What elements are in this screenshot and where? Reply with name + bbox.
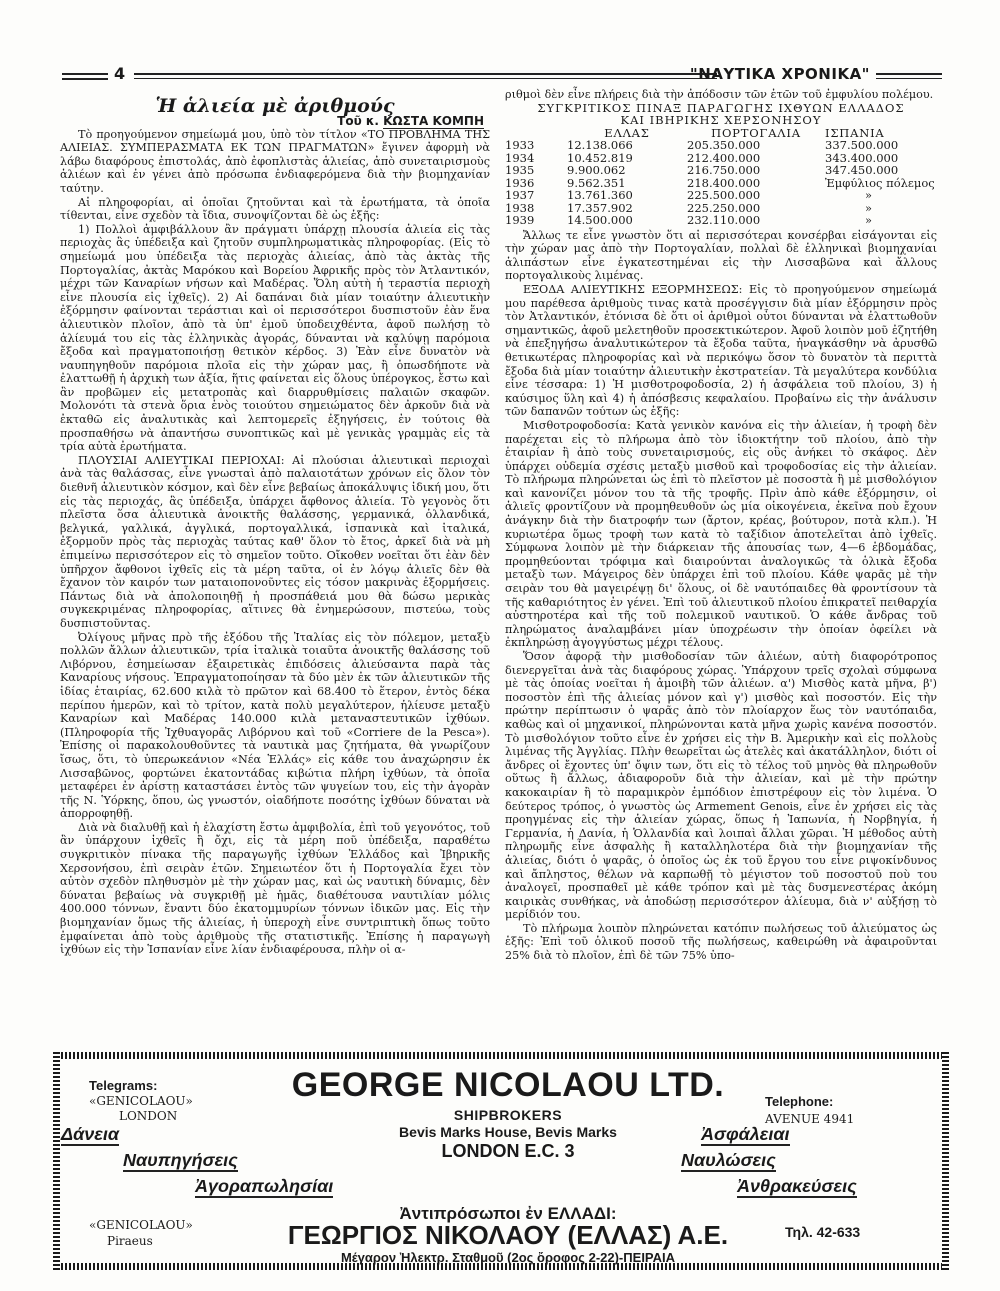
greece-cell: 17.357.902 xyxy=(567,200,633,215)
ad-border xyxy=(942,1052,949,1270)
paragraph: ριθμοὶ δὲν εἶνε πλήρεις διὰ τὴν ἀπόδοσιν τῶν ἐτῶν τοῦ ἐμφυλίου πολέμου. xyxy=(505,88,934,101)
service-coaling: Ἀνθρακεύσεις xyxy=(737,1176,857,1196)
greek-phone: Τηλ. 42-633 xyxy=(785,1224,861,1240)
header-rule xyxy=(62,73,108,75)
piraeus-city: Piraeus xyxy=(107,1234,153,1248)
year-cell: 1934 xyxy=(505,150,535,165)
spain-cell: Ἐμφύλιος πόλεμος xyxy=(825,175,935,190)
ad-border xyxy=(53,1052,60,1270)
table-row xyxy=(505,139,937,152)
greece-cell: 10.452.819 xyxy=(567,150,633,165)
table-row xyxy=(505,214,937,227)
service-insurance: Ἀσφάλειαι xyxy=(701,1124,790,1144)
paragraph: ΕΞΟΔΑ ΑΛΙΕΥΤΙΚΗΣ ΕΞΟΡΜΗΣΕΩΣ: Εἰς τὸ προηγούμενον σημείωμά μου παρέθεσα ἀριθμοὺς τινας κατὰ προσέγγισιν διὰ μίαν ἐξόρμησιν πρὸς τὸν Ἀτλαντικόν, ἐτόνισα δὲ ὅτι οἱ ἀριθμοὶ οὗτοι δύνανται νὰ ἐλαττωθοῦν σημαντικῶς, ἀφοῦ μελετηθοῦν προσεκτικώτερον. Ἀφοῦ λοιπὸν μοῦ ἐζητήθη νὰ ἐπεξηγήσω ἀναλυτικώτερον τὰ ἔξοδα ταῦτα, ἠναγκάσθην νὰ ἀρυσθῶ θετικωτέρας πληροφορίας καὶ νὰ περικόψω ὅσον τὸ δυνατὸν τὰ περιττὰ ἔξοδα διὰ μίαν τοιαύτην ἁλιευτικὴν ἐκστρατείαν. Τὰ μεγαλύτερα κονδύλια εἶνε τέσσαρα: 1) Ἡ μισθοτροφοδοσία, 2) ἡ ἀσφάλεια τοῦ πλοίου, 3) ἡ καύσιμος ὕλη καὶ 4) ἡ ἀπόσβεσις κεφαλαίου. Προβαίνω εἰς τὴν ἀνάλυσιν τῶν δαπανῶν τούτων ὡς ἑξῆς: xyxy=(505,282,937,419)
year-cell: 1936 xyxy=(505,175,535,190)
right-column xyxy=(505,88,937,963)
greece-cell: 14.500.000 xyxy=(567,213,633,228)
header-rule xyxy=(876,78,942,79)
paragraph: Ἄλλως τε εἶνε γνωστὸν ὅτι αἱ περισσότεραι κονσέρβαι εἰσάγονται εἰς τὴν χώραν μας ἀπὸ τὴν Πορτογαλίαν, πολλαὶ δὲ ἑλληνικαὶ βιομηχανίαι ἁλιπάστων εἶνε ἐγκατεστημέναι εἰς τὴν Λισσαβῶνα καὶ ἄλλους πορτογαλικοὺς λιμένας. xyxy=(505,228,937,283)
portugal-cell: 205.350.000 xyxy=(687,138,761,153)
paragraph: Αἱ πληροφορίαι, αἱ ὁποῖαι ζητοῦνται καὶ τὰ ἐρωτήματα, τὰ ὁποῖα τίθενται, εἶνε σχεδὸν τὰ ἴδια, συνοψίζονται δὲ ὡς ἑξῆς: xyxy=(60,195,490,223)
spain-cell: 337.500.000 xyxy=(825,138,899,153)
article-title: Ἡ ἁλιεία μὲ ἀριθμούς xyxy=(155,95,395,117)
portugal-cell: 218.400.000 xyxy=(687,175,761,190)
paragraph: Τὸ προηγούμενον σημείωμά μου, ὑπὸ τὸν τίτλον «ΤΟ ΠΡΟΒΛΗΜΑ ΤΗΣ ΑΛΙΕΙΑΣ. ΣΥΜΠΕΡΑΣΜΑΤΑ ΕΚ ΤΩΝ ΠΡΑΓΜΑΤΩΝ» ἔγινεν ἀφορμὴ νὰ λάβω διαφόρους ἐπιστολάς, ἀπὸ ἐφοπλιστὰς ἁλιείας, ἀπὸ συνεταιρισμοὺς ἁλιέων καὶ ἐν γένει ἀπὸ πρόσωπα ἐνδιαφερόμενα διὰ τὴν βιομηχανίαν ταύτην. xyxy=(60,127,490,195)
portugal-cell: 225.250.000 xyxy=(687,200,761,215)
spain-cell: » xyxy=(865,213,873,228)
portugal-cell: 232.110.000 xyxy=(687,213,761,228)
telegrams-label: Telegrams: xyxy=(89,1078,158,1093)
telegrams-city: LONDON xyxy=(119,1109,178,1123)
portugal-cell: 212.400.000 xyxy=(687,150,761,165)
year-cell: 1938 xyxy=(505,200,535,215)
greece-cell: 9.562.351 xyxy=(567,175,626,190)
year-cell: 1937 xyxy=(505,188,535,203)
left-column xyxy=(60,95,490,957)
year-cell: 1933 xyxy=(505,138,535,153)
service-shipbuilding: Ναυπηγήσεις xyxy=(123,1150,238,1170)
company-city: LONDON E.C. 3 xyxy=(441,1141,575,1161)
header-rule xyxy=(62,78,108,80)
column-header: ΕΛΛΑΣ xyxy=(604,125,650,140)
table-row xyxy=(505,189,937,202)
paragraph: Ὀλίγους μῆνας πρὸ τῆς ἐξόδου τῆς Ἰταλίας εἰς τὸν πόλεμον, μεταξὺ πολλῶν ἄλλων ἁλιευτικῶν, τρία ἰταλικὰ τοιαῦτα ἀνοικτῆς θαλάσσης τοῦ Λιβόρνου, ἐσημείωσαν ἐξαιρετικὰς ἐπιδόσεις ἁλιεύσαντα παρὰ τὰς Καναρίους νήσους. Ἐπραγματοποίησαν τὰ δύο μὲν ἐκ τῶν ἁλιευτικῶν τῆς ἰδίας ἑταιρίας, 62.600 κιλὰ τὸ πρῶτον καὶ 68.400 τὸ ἕτερον, ἐντὸς δέκα περίπου ἡμερῶν, καὶ τὸ τρίτον, κατὰ πολὺ μεγαλύτερον, ἡλίευσε μεταξὺ Καναρίων καὶ Μαδέρας 140.000 κιλὰ μεταναστευτικῶν ἰχθύων. (Πληροφορία τῆς Ἰχθυαγορᾶς Λιβόρνου καὶ τοῦ «Corriere de la Pesca»). Ἐπίσης οἱ παρακολουθοῦντες τὰ ναυτικὰ μας ζητήματα, θὰ γνωρίζουν ἴσως, ὅτι, τὸ ὑπερωκεάνιον «Νέα Ἑλλάς» εἰς κάθε του ἀναχώρησιν ἐκ Λισσαβῶνος, φορτώνει ἑκατοντάδας κιβώτια πλήρη ἰχθύων, τὰ ὁποῖα μεταφέρει ἐν ἀρίστῃ καταστάσει ἐντὸς τῶν ψυγείων του, εἰς τὴν ἀγορὰν τῆς Ν. Ὑόρκης, ὅπου, ὡς γνωστόν, οἰαδήποτε ποσότης ἰχθύων δύναται νὰ ἀπορροφηθῇ. xyxy=(60,630,490,821)
telegrams-code: «GENICOLAOU» xyxy=(89,1094,193,1108)
portugal-cell: 216.750.000 xyxy=(687,163,761,178)
telephone-label: Telephone: xyxy=(765,1094,834,1109)
year-cell: 1939 xyxy=(505,213,535,228)
paragraph: ΠΛΟΥΣΙΑΙ ΑΛΙΕΥΤΙΚΑΙ ΠΕΡΙΟΧΑΙ: Αἱ πλούσιαι ἁλιευτικαὶ περιοχαὶ ἀνὰ τὰς θαλάσσας, εἶνε γνωσταὶ ἀπὸ παλαιοτάτων χρόνων εἰς ὅλον τὸν διεθνῆ ἁλιευτικὸν κόσμον, καὶ δὲν εἶνε βεβαίως ἀποκάλυψις ἰδική μου, ὅτι εἰς τὰς περιοχάς, ἃς ὑπέδειξα, ὑπάρχει ἄφθονος ἁλιεία. Τὸ γεγονὸς ὅτι πλεῖστα ὅσα ἁλιευτικὰ ἀνοικτῆς θαλάσσης, γερμανικά, ὁλλανδικά, βελγικά, γαλλικά, ἀγγλικά, πορτογαλλικά, ἱσπανικὰ καὶ ἰταλικά, ἐξορμοῦν πρὸς τὰς περιοχὰς ταύτας καθ' ὅλον τὸ ἔτος, ἀρκεῖ διὰ νὰ μὴ ἐπιμείνω περισσότερον εἰς τὸ σημεῖον τοῦτο. Οἴκοθεν νοεῖται ὅτι ἐὰν δὲν ὑπῆρχον ἄφθονοι ἰχθεῖς εἰς τὰ μέρη ταῦτα, οἱ ἐν λόγῳ ἁλιεῖς δὲν θὰ ἔχανον τὸν καιρόν των ματαιοπονοῦντες εἰς τόσον μακρινὰς ἐξορμήσεις. Πάντως διὰ νὰ ἀπολοποιηθῇ ἡ προσπάθειά μου θὰ δώσω μερικὰς συγκεκριμένας πληροφορίας, αἵτινες θὰ ἐνημερώσουν, πιστεύω, τοὺς δυσπιστοῦντας. xyxy=(60,453,490,630)
portugal-cell: 225.500.000 xyxy=(687,188,761,203)
table-row xyxy=(505,164,937,177)
header-rule xyxy=(876,73,942,75)
header-rule xyxy=(134,73,717,75)
greek-company-name: ΓΕΩΡΓΙΟΣ ΝΙΚΟΛΑΟΥ (ΕΛΛΑΣ) Α.Ε. xyxy=(287,1220,729,1250)
spain-cell: » xyxy=(865,188,873,203)
table-title: ΚΑΙ ΙΒΗΡΙΚΗΣ ΧΕΡΣΟΝΗΣΟΥ xyxy=(620,112,822,127)
paragraph: 1) Πολλοὶ ἀμφιβάλλουν ἂν πράγματι ὑπάρχῃ πλουσία ἁλιεία εἰς τὰς περιοχὰς ἃς ὑπέδειξα καὶ ζητοῦν συμπληρωματικὰς πληροφορίας. (Εἰς τὸ σημείωμά μου ὑπέδειξα τὰς περιοχὰς ἁλιείας, ἀπὸ τὰς ἀκτὰς τῆς Πορτογαλίας, ἀκτὰς Μαρόκου καὶ Βορείου Ἀφρικῆς πρὸς τὸν Ἀτλαντικόν, μέχρι τῶν Καναρίων νήσων καὶ Μαδέρας. Ὅλη αὐτὴ ἡ τεραστία περιοχὴ εἶνε πλουσία εἰς ἰχθεῖς). 2) Αἱ δαπάναι διὰ μίαν τοιαύτην ἁλιευτικὴν ἐξόρμησιν φαίνονται τεράστιαι καὶ οἱ περισσότεροι δυσπιστοῦν ἐὰν ἕνα ἁλιευτικὸν πλοῖον, ἀπὸ τὰ ὑπ' ἐμοῦ ὑποδειχθέντα, ἀφοῦ πωλήσῃ τὸ ἁλίευμά του εἰς τὰς ἑλληνικὰς ἀγοράς, δύνανται νὰ καλύψῃ παρόμοια ἔξοδα καὶ πραγματοποιήσῃ θετικὸν κέρδος. 3) Ἐὰν εἶνε δυνατὸν νὰ ναυπηγηθοῦν παρόμοια πλοῖα εἰς τὴν χώραν μας, ἢ ὁπωσδήποτε νὰ ἐλαττωθῇ ἡ ἀρχικὴ των ἀξία, ἥτις φαίνεται εἰς ὅλους ὑπέρογκος, ἔστω καὶ ἂν προβῶμεν εἰς μετατροπὰς καὶ διαρρυθμίσεις παλαιῶν σκαφῶν. Μολονότι τὰ στενὰ ὅρια ἑνὸς τοιούτου σημειώματος δὲν ἀρκοῦν διὰ νὰ ἐκταθῶ εἰς ἀναλυτικὰς καὶ λεπτομερεῖς ἐξηγήσεις, ἐν τούτοις θὰ προσπαθήσω νὰ ἀπαντήσω συνοπτικῶς καὶ μὲ γενικὰς γραμμὰς εἰς τὰ τρία αὐτὰ ἐρωτήματα. xyxy=(60,222,490,454)
header-rule xyxy=(134,78,717,79)
page-number: 4 xyxy=(114,64,126,83)
company-role: SHIPBROKERS xyxy=(453,1107,563,1123)
greek-company-address: Μέγαρον Ἠλεκτρ. Σταθμοῦ (2ος ὄροφος 2-22)-ΠΕΙΡΑΙΑ xyxy=(340,1250,676,1265)
company-name: GEORGE NICOLAOU LTD. xyxy=(291,1066,725,1104)
shipbroker-advertisement xyxy=(53,1052,949,1270)
year-cell: 1935 xyxy=(505,163,535,178)
piraeus-code: «GENICOLAOU» xyxy=(89,1218,193,1232)
paragraph: Τὸ πλήρωμα λοιπὸν πληρώνεται κατόπιν πωλήσεως τοῦ ἁλιεύματος ὡς ἑξῆς: Ἐπὶ τοῦ ὁλικοῦ ποσοῦ τῆς πωλήσεως, καθειρώθη νὰ ἀφαιροῦνται 25% διὰ τὸ πλοῖον, ἐπὶ δὲ τῶν 75% ὑπο- xyxy=(505,921,937,963)
spain-cell: » xyxy=(865,200,873,215)
greece-cell: 12.138.066 xyxy=(567,138,633,153)
greece-cell: 13.761.360 xyxy=(567,188,633,203)
service-loans: Δάνεια xyxy=(61,1124,120,1144)
service-chartering: Ναυλώσεις xyxy=(681,1150,776,1170)
service-sale-purchase: Ἀγοραπωλησίαι xyxy=(195,1176,334,1196)
paragraph: Μισθοτροφοδοσία: Κατὰ γενικὸν κανόνα εἰς τὴν ἁλιείαν, ἡ τροφὴ δὲν παρέχεται εἰς τὸ πλήρωμα ἀπὸ τὸν ἰδιοκτήτην τοῦ πλοίου, ἀπὸ τὴν ἑταιρίαν ἢ ἀπὸ τοὺς συνεταιρισμούς, εἰς οὓς ἀνήκει τὸ σκάφος. Δὲν ὑπάρχει οὐδεμία σχέσις μεταξὺ μισθοῦ καὶ τροφοδοσίας εἰς τὴν ἁλιείαν. Τὸ πλήρωμα πληρώνεται ὡς ἐπὶ τὸ πλεῖστον μὲ ποσοστὰ ἢ μὲ μισθολόγιον καὶ κανονίζει μόνον του τὰ τῆς τροφῆς. Πρὶν ἀπὸ κάθε ἐξόρμησιν, οἱ ἁλιεῖς φροντίζουν νὰ προμηθευθοῦν ὡς μία οἰκογένεια, ἐκεῖνα ποὺ ἔχουν ἀνάγκην διὰ τὴν διατροφήν των (ἄρτον, κρέας, βούτυρον, ποτὰ κλπ.). Ἡ κυριωτέρα ὅμως τροφὴ των κατὰ τὸ ταξίδιον ἀποτελεῖται ἀπὸ ἰχθεῖς. Σύμφωνα λοιπὸν μὲ τὴν διάρκειαν τῆς ἀπουσίας των, 4—6 ἑβδομάδας, προμηθεύονται τρόφιμα καὶ διαιρούνται ἀναλογικῶς τὰ ὁλικὰ ἔξοδα μεταξὺ των. Μάγειρος δὲν ὑπάρχει ἐπὶ τοῦ πλοίου. Κάθε ψαρᾶς μὲ τὴν σειρὰν του θὰ μαγειρέψῃ δι' ὅλους, οἱ δὲ ναυτόπαιδες θὰ φροντίσουν τὰ τῆς καθαριότητος ἐν γένει. Ἐπὶ τοῦ ἁλιευτικοῦ πλοίου ἐπικρατεῖ πειθαρχία αὐστηροτέρα καὶ τῆς τοῦ πολεμικοῦ ναυτικοῦ. Ὁ κάθε ἄνδρας τοῦ πληρώματος ἀναλαμβάνει μίαν ὑποχρέωσιν τὴν ὁποίαν ὀφείλει νὰ ἐκπληρώσῃ ἀγογγύστως μέχρι τέλους. xyxy=(505,418,937,650)
company-address: Bevis Marks House, Bevis Marks xyxy=(399,1124,617,1140)
greece-cell: 9.900.062 xyxy=(567,163,626,178)
byline-prefix: Τοῦ κ. xyxy=(337,113,379,128)
column-header: ΙΣΠΑΝΙΑ xyxy=(825,125,885,140)
author-name: ΚΩΣΤΑ ΚΟΜΠΗ xyxy=(383,113,484,128)
column-header: ΠΟΡΤΟΓΑΛΙΑ xyxy=(711,125,801,140)
journal-name: "ΝΑΥΤΙΚΑ ΧΡΟΝΙΚΑ" xyxy=(689,65,870,83)
table-title: ΣΥΓΚΡΙΤΙΚΟΣ ΠΙΝΑΞ ΠΑΡΑΓΩΓΗΣ ΙΧΘΥΩΝ ΕΛΛΑΔΟΣ xyxy=(537,100,905,115)
production-table xyxy=(505,127,937,227)
spain-cell: 347.450.000 xyxy=(825,163,899,178)
ad-border xyxy=(53,1052,949,1059)
running-header xyxy=(62,64,942,88)
spain-cell: 343.400.000 xyxy=(825,150,899,165)
representatives-heading: Ἀντιπρόσωποι ἐν ΕΛΛΑΔΙ: xyxy=(399,1204,617,1223)
telephone-number: AVENUE 4941 xyxy=(765,1112,855,1126)
paragraph: Ὅσον ἀφορᾷ τὴν μισθοδοσίαν τῶν ἁλιέων, αὐτὴ διαφορότροπος διενεργεῖται ἀνὰ τὰς διαφόρους χώρας. Ὑπάρχουν τρεῖς σχολαὶ σύμφωνα μὲ τὰς ὁποίας νοεῖται ἡ ἀμοιβὴ τῶν ἁλιέων. α') Μισθὸς κατὰ μῆνα, β') ποσοστὸν ἐπὶ τῆς ἁλιείας μόνον καὶ γ') μισθὸς καὶ ποσοστόν. Εἰς τὴν πρώτην περίπτωσιν ὁ ψαρᾶς ἀπὸ τὸν πλοίαρχον ἕως τὸν ναυτόπαιδα, καθὼς καὶ οἱ μηχανικοί, πληρώνονται κατὰ μῆνα χωρὶς κανένα ποσοστόν. Τὸ μισθολόγιον τοῦτο εἶνε ἐν χρήσει εἰς τὴν Β. Ἀμερικὴν καὶ εἰς πολλοὺς λιμένας τῆς Ἀγγλίας. Πλὴν θεωρεῖται ὡς ἀτελὲς καὶ ἀκατάλληλον, διότι οἱ ἄνδρες οἱ ἔχοντες ὑπ' ὄψιν των, ὅτι εἰς τὸ τέλος τοῦ μηνὸς θὰ πληρωθοῦν οὕτως ἢ ἄλλως, ἀδιαφοροῦν διὰ τὴν ἁλιείαν, καὶ μὲ τὴν πρώτην κακοκαιρίαν ἢ τὸ παραμικρὸν ἐμπόδιον ἐπιστρέφουν εἰς τὸν λιμένα. Ὁ δεύτερος τρόπος, ὁ γνωστὸς ὡς Armement Genois, εἶνε ἐν χρήσει εἰς τὰς προηγμένας εἰς τὴν ἁλιείαν χώρας, ὅπως ἡ Ἰαπωνία, ἡ Νορβηγία, ἡ Γερμανία, ἡ Δανία, ἡ Ὁλλανδία καὶ λοιπαὶ ἄλλαι χῶραι. Ἡ μέθοδος αὐτὴ πληρωμῆς εἶνε ἀσφαλὴς ἢ καταλληλοτέρα διὰ τὴν βιομηχανίαν τῆς ἁλιείας, διότι ὁ ψαρᾶς, ὁ ὁποῖος ὡς ἐκ τοῦ ἔργου του εἶνε ριψοκίνδυνος καὶ ἄπληστος, θέλων νὰ καρπωθῇ τὸ μέγιστον τοῦ ποσοστοῦ ποὺ του ἀναλογεῖ, προσπαθεῖ μὲ κάθε τρόπον καὶ μὲ τὰς δυσμενεστέρας ἀκόμη καιρικὰς συνθήκας, νὰ ἀποδώσῃ περισσότερον ἁλίευμα, διὰ ν' αὐξήσῃ τὸ μερίδιόν του. xyxy=(505,650,937,922)
paragraph: Διὰ νὰ διαλυθῇ καὶ ἡ ἐλαχίστη ἔστω ἀμφιβολία, ἐπὶ τοῦ γεγονότος, τοῦ ἂν ὑπάρχουν ἰχθεῖς ἢ ὄχι, εἰς τὰ μέρη ποῦ ὑπέδειξα, παραθέτω συγκριτικὸν πίνακα τῆς παραγωγῆς ἰχθύων Ἑλλάδος καὶ Ἰβηρικῆς Χερσονήσου, ἐπὶ σειρὰν ἐτῶν. Σημειωτέον ὅτι ἡ Πορτογαλία ἔχει τὸν αὐτὸν σχεδὸν πληθυσμὸν μὲ τὴν χώραν μας, καὶ ὡς ναυτικὴ δύναμις, δὲν δύναται βεβαίως νὰ συγκριθῇ μὲ ἡμᾶς, διαθέτουσα ναυτιλίαν μόλις 400.000 τόννων, ἔναντι δύο ἑκατομμυρίων τόννων ἰδικῶν μας. Εἰς τὴν βιομηχανίαν ὅμως τῆς ἁλιείας, ἡ ὑπεροχὴ εἶνε συντριπτικὴ ὅπως τοῦτο ἐμφαίνεται ἀπὸ τοὺς ἀριθμοὺς τῆς στατιστικῆς. Ἐπίσης ἡ παραγωγὴ ἰχθύων εἰς τὴν Ἱσπανίαν εἶνε λίαν ἐνδιαφέρουσα, πλὴν οἱ α- xyxy=(60,820,490,957)
